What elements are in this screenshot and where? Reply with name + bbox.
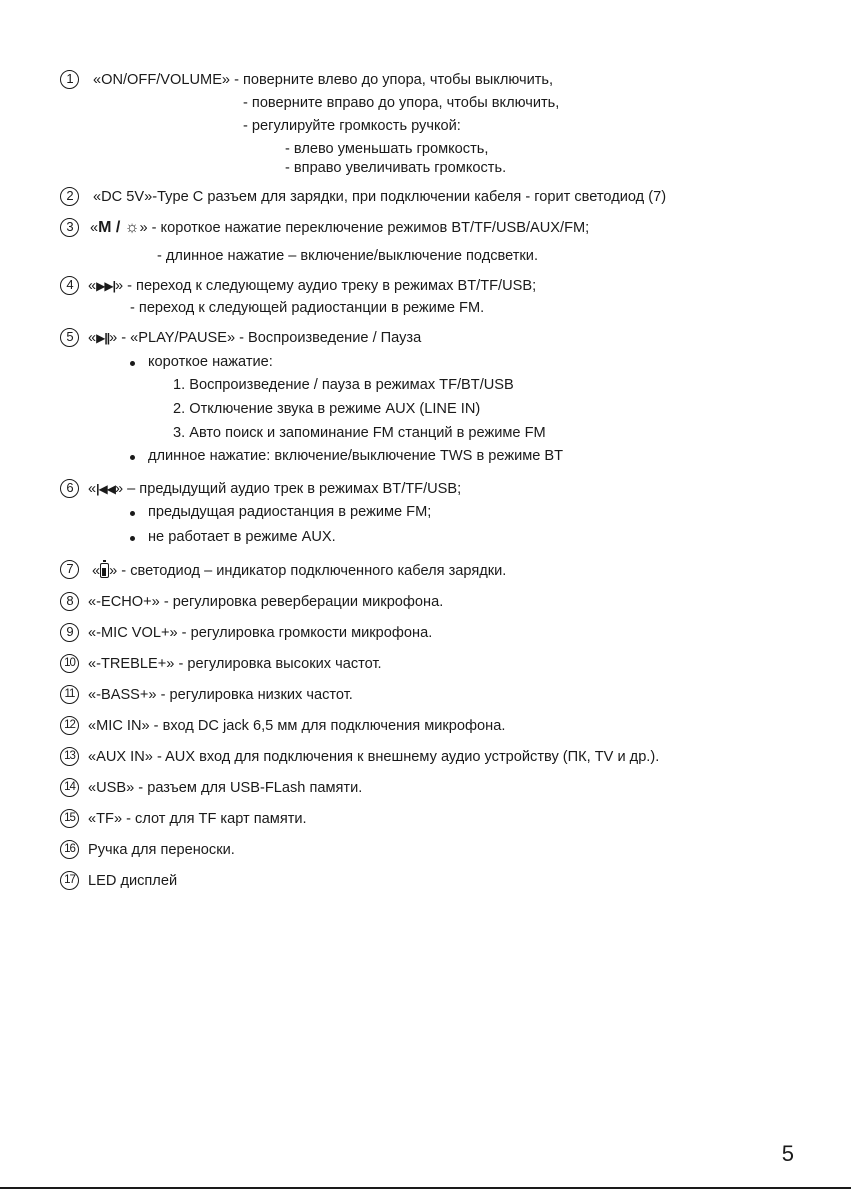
item-7-text: » - светодиод – индикатор подключенного кабеля зарядки.: [109, 563, 507, 579]
item-7-open-quote: «: [92, 563, 101, 579]
item-6-open-quote: «: [88, 481, 97, 497]
item-number-1: 1: [60, 70, 79, 89]
item-number-7: 7: [60, 560, 79, 579]
item-number-9: 9: [60, 623, 79, 642]
item-3-line-2: - длинное нажатие – включение/выключение подсветки.: [157, 248, 538, 264]
item-11-text: «-BASS+» - регулировка низких частот.: [88, 687, 353, 703]
item-5-text: » - «PLAY/PAUSE» - Воспроизведение / Пауза: [109, 330, 422, 346]
item-number-6: 6: [60, 479, 79, 498]
item-3-open-quote: «: [90, 220, 99, 236]
item-13-text: «AUX IN» - AUX вход для подключения к внешнему аудио устройству (ПК, TV и др.).: [88, 749, 660, 765]
item-6-text: » – предыдущий аудио трек в режимах BT/TF/USB;: [114, 481, 462, 497]
item-1-line-2: - поверните вправо до упора, чтобы включить,: [243, 95, 560, 111]
item-4-line-2: - переход к следующей радиостанции в режиме FM.: [130, 300, 485, 316]
item-1-line-3: - регулируйте громкость ручкой:: [243, 118, 461, 134]
previous-track-icon: |◀◀: [96, 482, 115, 496]
item-number-16: 16: [60, 840, 79, 859]
item-5-sub-1: 1. Воспроизведение / пауза в режимах TF/BT/USB: [173, 377, 514, 393]
item-number-2: 2: [60, 187, 79, 206]
item-6-bullet-2: не работает в режиме AUX.: [148, 529, 336, 545]
item-4-text: » - переход к следующему аудио треку в режимах BT/TF/USB;: [114, 278, 537, 294]
item-5-sub-3: 3. Авто поиск и запоминание FM станций в режиме FM: [173, 425, 546, 441]
item-number-5: 5: [60, 328, 79, 347]
item-number-17: 17: [60, 871, 79, 890]
footer-rule: [0, 1187, 851, 1189]
item-number-15: 15: [60, 809, 79, 828]
item-5-bullet-2: длинное нажатие: включение/выключение TWS в режиме BT: [148, 448, 564, 464]
item-3-line-1: [90, 219, 589, 237]
next-track-icon: ▶▶|: [96, 279, 115, 293]
item-4-open-quote: «: [88, 278, 97, 294]
bullet: [130, 536, 135, 541]
item-4-line-1: [88, 277, 536, 295]
item-8-text: «-ECHO+» - регулировка реверберации микрофона.: [88, 594, 444, 610]
item-15-text: «TF» - слот для TF карт памяти.: [88, 811, 307, 827]
item-number-8: 8: [60, 592, 79, 611]
item-2-text: «DC 5V»-Type C разъем для зарядки, при подключении кабеля - горит светодиод (7): [93, 189, 667, 205]
battery-icon: [100, 563, 109, 578]
item-10-text: «-TREBLE+» - регулировка высоких частот.: [88, 656, 382, 672]
item-1-line-5: - вправо увеличивать громкость.: [285, 160, 507, 176]
item-5-open-quote: «: [88, 330, 97, 346]
item-5-sub-2: 2. Отключение звука в режиме AUX (LINE IN): [173, 401, 481, 417]
item-3-text: » - короткое нажатие переключение режимов BT/TF/USB/AUX/FM;: [139, 220, 590, 236]
mode-light-icon: M / ☼: [98, 219, 140, 236]
item-number-3: 3: [60, 218, 79, 237]
item-9-text: «-MIC VOL+» - регулировка громкости микрофона.: [88, 625, 433, 641]
page-number: 5: [781, 1141, 794, 1166]
item-5-line-1: [88, 329, 421, 347]
item-number-13: 13: [60, 747, 79, 766]
item-12-text: «MIC IN» - вход DC jack 6,5 мм для подключения микрофона.: [88, 718, 506, 734]
item-5-bullet-1: короткое нажатие:: [148, 354, 273, 370]
bullet: [130, 361, 135, 366]
item-1-text: - поверните влево до упора, чтобы выключить,: [230, 72, 554, 88]
item-17-text: LED дисплей: [88, 873, 178, 889]
item-6-line-1: [88, 480, 461, 498]
item-1-label: «ON/OFF/VOLUME»: [93, 72, 231, 88]
item-number-14: 14: [60, 778, 79, 797]
bullet: [130, 455, 135, 460]
item-14-text: «USB» - разъем для USB-FLash памяти.: [88, 780, 363, 796]
item-number-11: 11: [60, 685, 79, 704]
item-number-4: 4: [60, 276, 79, 295]
item-1-line-4: - влево уменьшать громкость,: [285, 141, 489, 157]
item-number-10: 10: [60, 654, 79, 673]
item-7-line-1: [92, 562, 506, 580]
bullet: [130, 511, 135, 516]
item-number-12: 12: [60, 716, 79, 735]
item-1-line-1: [93, 71, 553, 89]
item-16-text: Ручка для переноски.: [88, 842, 235, 858]
play-pause-icon: ▶||: [96, 331, 110, 345]
item-6-bullet-1: предыдущая радиостанция в режиме FM;: [148, 504, 432, 520]
